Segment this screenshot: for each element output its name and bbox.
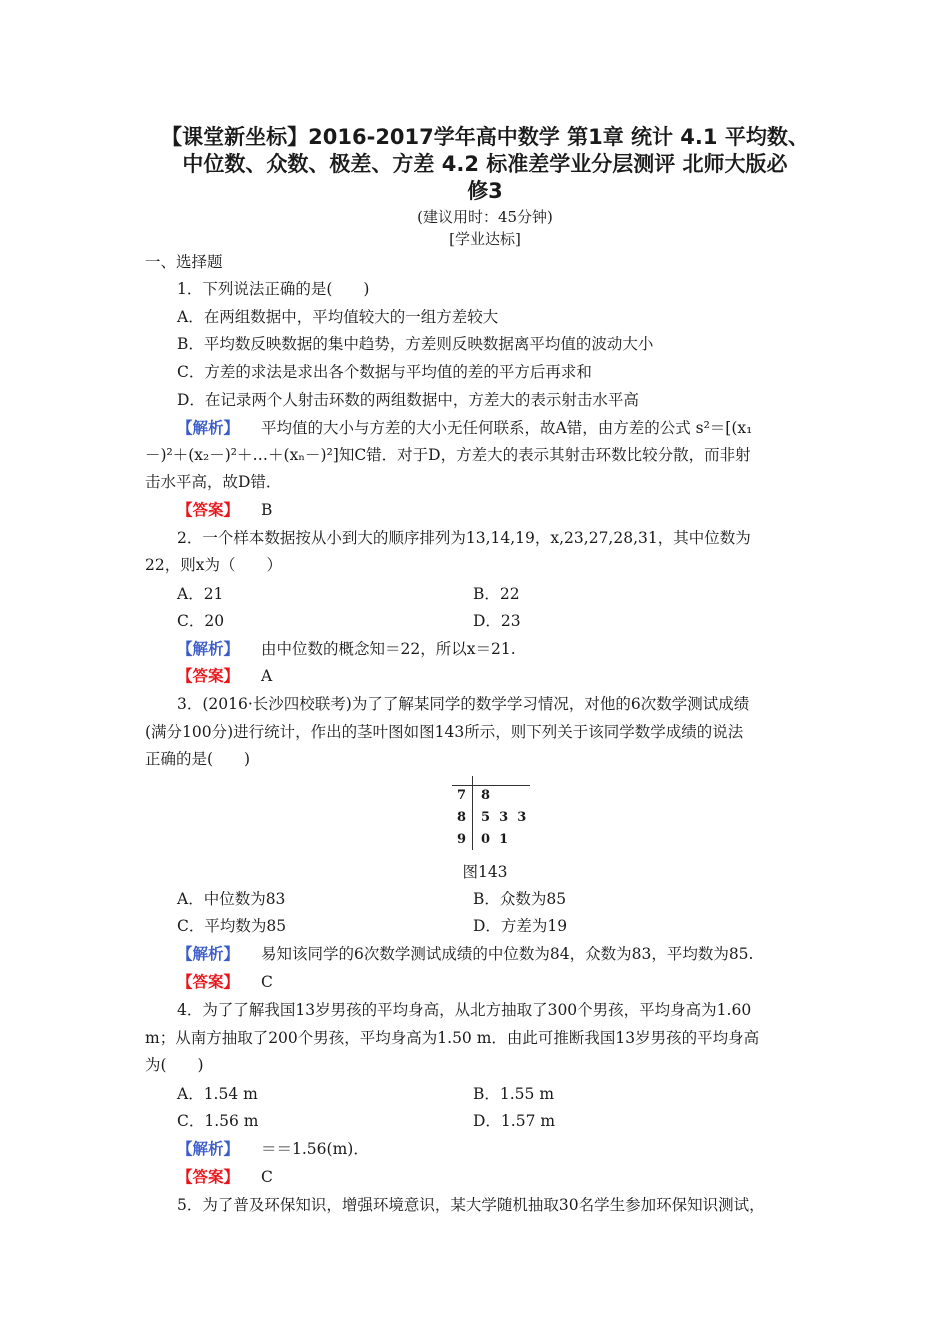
leaves-7: 8 — [481, 788, 491, 803]
q2-answer — [177, 666, 272, 686]
time-hint: (建议用时：45分钟) — [417, 208, 553, 226]
q4-stem-line-1: 4．为了了解我国13岁男孩的平均身高，从北方抽取了300个男孩，平均身高为1.60 — [177, 1001, 752, 1019]
level-heading: [学业达标] — [449, 230, 521, 248]
q3-stem-line-3: 正确的是( ) — [145, 750, 251, 768]
q4-option-b: B．1.55 m — [473, 1085, 555, 1103]
q3-answer-value: C — [261, 973, 273, 991]
title-line-2: 中位数、众数、极差、方差 4.2 标准差学业分层测评 北师大版必 — [182, 152, 788, 176]
q2-stem-line-1: 2．一个样本数据按从小到大的顺序排列为13,14,19，x,23,27,28,31，其中位数为 — [177, 529, 751, 547]
answer-label: 【答案】 — [177, 1167, 240, 1186]
stem-leaf-divider — [472, 776, 473, 850]
q2-option-a: A．21 — [177, 585, 224, 603]
q1-answer-value: B — [261, 501, 273, 519]
q3-stem-line-2: (满分100分)进行统计，作出的茎叶图如图143所示，则下列关于该同学数学成绩的说法 — [145, 723, 744, 741]
q4-analysis-text: ＝＝1.56(m)． — [261, 1140, 369, 1158]
analysis-label: 【解析】 — [177, 944, 240, 963]
answer-label: 【答案】 — [177, 666, 240, 685]
q4-stem-line-2: m；从南方抽取了200个男孩，平均身高为1.50 m．由此可推断我国13岁男孩的平均身高 — [145, 1029, 760, 1047]
q3-analysis — [177, 944, 753, 964]
q2-option-d: D．23 — [473, 612, 521, 630]
q4-analysis — [177, 1139, 369, 1159]
q1-analysis-line-1 — [177, 418, 752, 438]
q1-option-a: A．在两组数据中，平均值较大的一组方差较大 — [177, 308, 499, 326]
q2-stem-line-2: 22，则x为（ ） — [145, 556, 282, 574]
q5-stem-line-1: 5．为了普及环保知识，增强环境意识，某大学随机抽取30名学生参加环保知识测试， — [177, 1196, 765, 1214]
q4-option-c: C．1.56 m — [177, 1112, 259, 1130]
q1-answer — [177, 500, 272, 520]
q2-answer-value: A — [261, 667, 273, 685]
leaves-9: 0 1 — [481, 832, 509, 847]
q4-answer-value: C — [261, 1168, 273, 1186]
answer-label: 【答案】 — [177, 500, 240, 519]
q1-analysis-line-3: 击水平高，故D错． — [145, 473, 282, 491]
stem-leaf-top-rule — [452, 785, 530, 786]
answer-label: 【答案】 — [177, 972, 240, 991]
stem-9: 9 — [457, 832, 467, 847]
analysis-label: 【解析】 — [177, 418, 240, 437]
q3-stem-line-1: 3．(2016·长沙四校联考)为了了解某同学的数学学习情况，对他的6次数学测试成绩 — [177, 695, 750, 713]
q1-analysis-text: 平均值的大小与方差的大小无任何联系，故A错，由方差的公式 s²＝[(x₁ — [261, 419, 753, 437]
q3-option-d: D．方差为19 — [473, 917, 568, 935]
figure-caption: 图143 — [462, 863, 508, 881]
q4-option-d: D．1.57 m — [473, 1112, 556, 1130]
q3-option-b: B．众数为85 — [473, 890, 567, 908]
q3-answer — [177, 972, 273, 992]
q4-option-a: A．1.54 m — [177, 1085, 258, 1103]
q1-option-d: D．在记录两个人射击环数的两组数据中，方差大的表示射击水平高 — [177, 391, 639, 409]
analysis-label: 【解析】 — [177, 639, 240, 658]
title-line-1: 【课堂新坐标】2016-2017学年高中数学 第1章 统计 4.1 平均数、 — [161, 125, 809, 149]
stem-7: 7 — [457, 788, 467, 803]
q4-stem-line-3: 为( ) — [145, 1056, 204, 1074]
q4-answer — [177, 1167, 273, 1187]
q2-analysis-text: 由中位数的概念知＝22，所以x＝21. — [261, 640, 516, 658]
analysis-label: 【解析】 — [177, 1139, 240, 1158]
leaves-8: 5 3 3 — [481, 810, 527, 825]
q3-analysis-text: 易知该同学的6次数学测试成绩的中位数为84，众数为83，平均数为85. — [261, 945, 754, 963]
q2-analysis — [177, 639, 516, 659]
q1-option-b: B．平均数反映数据的集中趋势，方差则反映数据离平均值的波动大小 — [177, 335, 654, 353]
q2-option-b: B．22 — [473, 585, 520, 603]
q1-option-c: C．方差的求法是求出各个数据与平均值的差的平方后再求和 — [177, 363, 592, 381]
q3-option-c: C．平均数为85 — [177, 917, 287, 935]
q1-analysis-line-2: －)²＋(x₂－)²＋…＋(xₙ－)²]知C错．对于D，方差大的表示其射击环数比较分散，而非射 — [145, 446, 751, 464]
q1-stem: 1．下列说法正确的是( ) — [177, 280, 370, 298]
q2-option-c: C．20 — [177, 612, 225, 630]
stem-leaf-plot — [452, 776, 532, 852]
q3-option-a: A．中位数为83 — [177, 890, 286, 908]
section-heading: 一、选择题 — [145, 253, 223, 271]
title-line-3: 修3 — [467, 179, 503, 203]
stem-8: 8 — [457, 810, 467, 825]
